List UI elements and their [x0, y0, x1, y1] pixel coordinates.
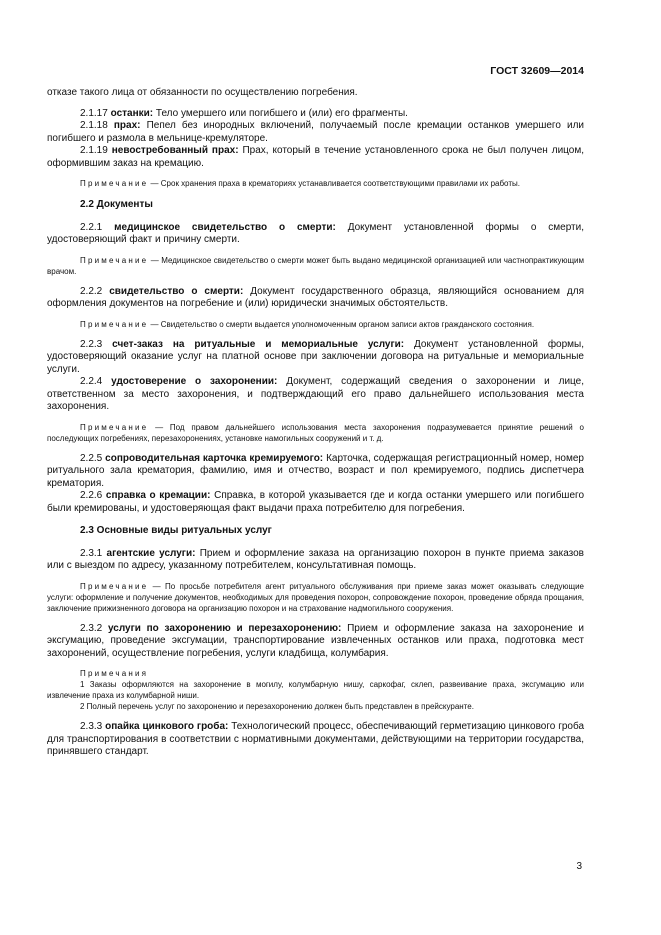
definition-2-2-1: 2.2.1 медицинское свидетельство о смерти: Документ установленной формы о смерти, удостоверяющий факт и причину смерти.	[47, 221, 585, 245]
definition-2-2-2: 2.2.2 свидетельство о смерти: Документ государственного образца, являющийся основанием для оформления документов на погребение и (или) юридически значимых обстоятельств.	[47, 285, 585, 309]
page-number: 3	[576, 861, 582, 872]
definition-2-3-1: 2.3.1 агентские услуги: Прием и оформление заказа на организацию похорон в пункте приема заказов или с выездом по адресу, указанному потребителем, консультативная помощь.	[47, 547, 584, 571]
notes-heading-2-3-2: Примечания	[80, 669, 149, 678]
section-heading-2-2: 2.2 Документы	[80, 199, 153, 210]
section-heading-2-3: 2.3 Основные виды ритуальных услуг	[80, 525, 272, 536]
definition-2-3-3: 2.3.3 опайка цинкового гроба: Технологический процесс, обеспечивающий герметизацию цинкового гроба для транспортирования в соответствии с нормативными документами, действующими на территории государства, принявшего стандарт.	[47, 721, 585, 757]
definition-2-2-4: 2.2.4 удостоверение о захоронении: Документ, содержащий сведения о захоронении и лице, ответственном за место захоронения, и подтверждающий его право дальнейшего использования места захоронения.	[47, 376, 584, 412]
definition-2-2-6: 2.2.6 справка о кремации: Справка, в которой указывается где и когда останки умершего или погибшего были кремированы, и удостоверяющая факт выдачи праха потребителю для погребения.	[47, 490, 585, 514]
definition-2-2-3: 2.2.3 счет-заказ на ритуальные и мемориальные услуги: Документ установленной формы, удостоверяющий оказание услуг на платной основе при заключении договора на ритуальные и мемориальные услуги.	[47, 338, 585, 375]
note-2-3-2-item: 2 Полный перечень услуг по захоронению и перезахоронению должен быть представлен в прейскуранте.	[80, 702, 474, 711]
note-2-1: Примечание — Срок хранения праха в крематориях устанавливается соответствующими правилами их работы.	[80, 179, 520, 188]
definition-2-3-2: 2.3.2 услуги по захоронению и перезахоронению: Прием и оформление заказа на захоронение и эксгумацию, проведение эксгумации, транспортирование извлеченных останков или праха, подготовка мест захоронений, осуществление погребения, услуги кладбища, колумбария.	[47, 622, 584, 659]
note-2-2-1: Примечание — Медицинское свидетельство о смерти может быть выдано медицинской организацией или частнопрактикующим врачом.	[47, 255, 584, 276]
intro-line: отказе такого лица от обязанности по осуществлению погребения.	[47, 87, 358, 98]
definition-2-1-17: 2.1.17 останки: Тело умершего или погибшего и (или) его фрагменты.	[80, 107, 408, 119]
note-2-2-2: Примечание — Свидетельство о смерти выдается уполномоченным органом записи актов гражданского состояния.	[80, 319, 535, 329]
note-2-2-4: Примечание — Под правом дальнейшего использования места захоронения подразумевается принятие решений о последующих погребениях, перезахоронениях, установке намогильных сооружений и т. д.	[47, 422, 584, 443]
document-id: ГОСТ 32609—2014	[490, 65, 584, 77]
note-2-3-1: Примечание — По просьбе потребителя агент ритуального обслуживания при приеме заказ может оказывать следующие услуги: оформление и получение документов, необходимых для проведения похорон, сопровождение похорон, проведение обряда прощания, заключение прижизненного договора на организацию похорон и на страхование надмогильного сооружения.	[47, 581, 584, 613]
note-2-3-2-item: 1 Заказы оформляются на захоронение в могилу, колумбарную нишу, саркофаг, склеп, развеивание праха, эксгумацию или извлечение праха из колумбарной ниши.	[47, 680, 584, 700]
definition-2-1-18: 2.1.18 прах: Пепел без инородных включений, получаемый после кремации останков умершего или погибшего и размола в мельнице-кремуляторе.	[47, 120, 584, 144]
page-content	[47, 87, 584, 759]
definition-2-1-19: 2.1.19 невостребованный прах: Прах, который в течение установленного срока не был получен лицом, оформившим заказ на кремацию.	[47, 145, 585, 169]
definition-2-2-5: 2.2.5 сопроводительная карточка кремируемого: Карточка, содержащая регистрационный номер, номер ритуального зала крематория, фамилию, имя и отчество, возраст и пол кремируемого, подпись диспетчера крематория.	[47, 452, 584, 489]
